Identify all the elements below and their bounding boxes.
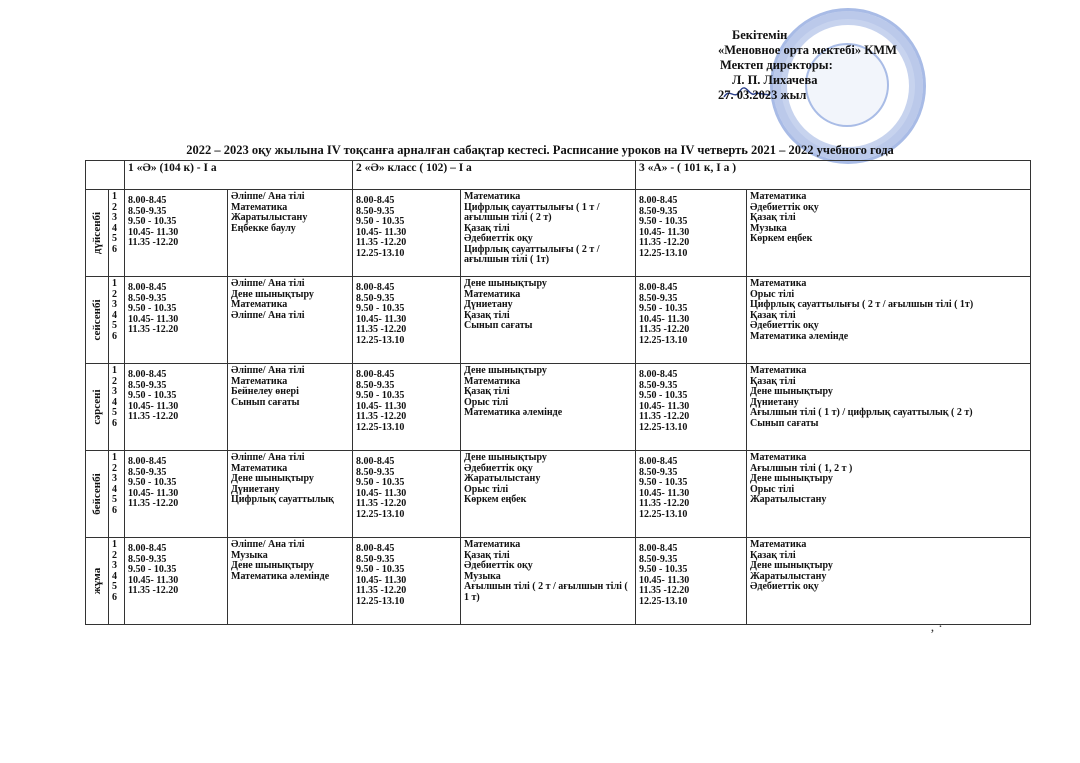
lesson-subject: Бейнелеу өнері [231, 386, 299, 397]
day-row [86, 364, 1031, 451]
lesson-time: 8.00-8.45 [639, 543, 678, 554]
lesson-time: 12.25-13.10 [356, 421, 405, 433]
lesson-subject: Орыс тілі [464, 483, 509, 495]
lesson-subject: Әдебиеттік оқу [750, 320, 819, 331]
lesson-time: 8.50-9.35 [356, 466, 395, 478]
class-header-2: 2 «Ә» класс ( 102) – І а [353, 161, 636, 190]
class1-times [125, 190, 228, 277]
lesson-subject: Орыс тілі [750, 288, 795, 300]
header-row [86, 161, 1031, 190]
lesson-time: 11.35 -12.20 [128, 498, 179, 509]
lesson-time: 8.00-8.45 [639, 282, 678, 293]
lesson-subject: Дене шынықтыру [464, 365, 547, 376]
lesson-numbers [109, 451, 125, 538]
lesson-time: 10.45- 11.30 [639, 574, 690, 586]
class3-times [636, 277, 747, 364]
lesson-time: 11.35 -12.20 [356, 411, 407, 422]
class3-subjects [747, 451, 1031, 538]
lesson-time: 8.50-9.35 [356, 205, 395, 217]
lesson-subject: Дене шынықтыру [464, 278, 547, 289]
day-name-cell [86, 538, 109, 625]
class1-times [125, 451, 228, 538]
lesson-number: 5 [112, 494, 117, 505]
lesson-subject: Математика әлемінде [464, 407, 563, 418]
class2-times [353, 190, 461, 277]
lesson-subject: Қазақ тілі [750, 549, 796, 561]
lesson-time: 10.45- 11.30 [639, 226, 690, 238]
lesson-time: 9.50 - 10.35 [356, 477, 405, 488]
day-row [86, 277, 1031, 364]
lesson-subject: Дене шынықтыру [750, 560, 833, 571]
lesson-time: 8.00-8.45 [356, 195, 395, 206]
lesson-subject: Әдебиеттік оқу [464, 233, 533, 244]
lesson-number: 5 [112, 407, 117, 418]
lesson-time: 12.25-13.10 [639, 421, 688, 433]
class2-subjects [461, 451, 636, 538]
lesson-subject: Орыс тілі [750, 483, 795, 495]
lesson-time: 12.25-13.10 [356, 334, 405, 346]
class3-subjects [747, 364, 1031, 451]
class2-times [353, 277, 461, 364]
lesson-subject: Дүниетану [750, 396, 799, 408]
lesson-subject: Дене шынықтыру [750, 386, 833, 397]
lesson-subject: Дене шынықтыру [750, 473, 833, 484]
lesson-number: 3 [112, 473, 117, 484]
lesson-number: 2 [112, 201, 117, 213]
lesson-subject: Жаратылыстану [464, 473, 541, 484]
document-title: 2022 – 2023 оқу жылына IV тоқсанға арналған сабақтар кестесі. Расписание уроков на IV четверть 2021 – 2022 учебного года [186, 143, 894, 157]
lesson-time: 8.50-9.35 [639, 205, 678, 217]
lesson-subject: Ағылшын тілі ( 2 т / ағылшын тілі ( 1 т) [464, 581, 628, 603]
lesson-time: 9.50 - 10.35 [128, 477, 177, 488]
lesson-time: 10.45- 11.30 [356, 574, 407, 586]
approval-role: Мектеп директоры: [720, 58, 833, 72]
lesson-subject: Цифрлық сауаттылығы ( 2 т / ағылшын тілі ( 1т) [464, 243, 600, 265]
lesson-time: 9.50 - 10.35 [639, 564, 688, 575]
lesson-time: 8.00-8.45 [639, 195, 678, 206]
lesson-number: 2 [112, 375, 117, 387]
class2-times [353, 451, 461, 538]
class3-subjects [747, 190, 1031, 277]
lesson-number: 1 [112, 365, 117, 376]
lesson-subject: Жаратылыстану [231, 212, 308, 223]
lesson-subject: Математика [750, 191, 807, 202]
lesson-time: 11.35 -12.20 [128, 237, 179, 248]
lesson-subject: Әліппе/ Ана тілі [231, 365, 305, 376]
approval-school: «Меновное орта мектебі» КММ [718, 43, 897, 57]
approval-line: Бекітемін [732, 28, 788, 42]
lesson-subject: Дене шынықтыру [231, 560, 314, 571]
lesson-number: 1 [112, 278, 117, 289]
lesson-time: 8.00-8.45 [128, 369, 167, 380]
class2-times [353, 538, 461, 625]
lesson-subject: Математика [464, 191, 521, 202]
class2-subjects [461, 538, 636, 625]
lesson-subject: Көркем еңбек [750, 233, 813, 244]
lesson-subject: Әдебиеттік оқу [750, 201, 819, 213]
class3-subjects [747, 277, 1031, 364]
lesson-time: 8.50-9.35 [356, 379, 395, 391]
lesson-time: 8.00-8.45 [639, 369, 678, 380]
lesson-subject: Жаратылыстану [750, 494, 827, 505]
lesson-subject: Сынып сағаты [464, 320, 533, 331]
lesson-time: 8.50-9.35 [356, 292, 395, 304]
lesson-subject: Математика [231, 462, 288, 474]
lesson-time: 11.35 -12.20 [128, 585, 179, 596]
lesson-subject: Жаратылыстану [750, 570, 827, 582]
lesson-time: 12.25-13.10 [356, 595, 405, 607]
lesson-time: 8.50-9.35 [639, 292, 678, 304]
lesson-time: 8.00-8.45 [356, 543, 395, 554]
lesson-subject: Математика [231, 201, 288, 213]
lesson-subject: Математика [750, 365, 807, 376]
class2-times [353, 364, 461, 451]
lesson-subject: Математика әлемінде [750, 330, 849, 342]
class1-subjects [228, 190, 353, 277]
lesson-number: 6 [112, 591, 117, 603]
lesson-subject: Дүниетану [464, 299, 513, 310]
lesson-time: 10.45- 11.30 [356, 487, 407, 499]
lesson-subject: Математика әлемінде [231, 570, 330, 582]
lesson-time: 10.45- 11.30 [356, 226, 407, 238]
lesson-time: 12.25-13.10 [356, 247, 405, 259]
lesson-subject: Цифрлық сауаттылық [231, 494, 334, 505]
day-name: бейсенбі [90, 473, 103, 515]
lesson-time: 11.35 -12.20 [639, 411, 690, 422]
lesson-number: 2 [112, 288, 117, 300]
lesson-subject: Сынып сағаты [231, 396, 300, 408]
lesson-time: 10.45- 11.30 [639, 400, 690, 412]
approval-director-name: Л. П. Лихачева [732, 73, 818, 87]
lesson-time: 9.50 - 10.35 [639, 303, 688, 314]
lesson-time: 11.35 -12.20 [639, 237, 690, 248]
lesson-time: 10.45- 11.30 [128, 400, 179, 412]
class3-times [636, 538, 747, 625]
lesson-time: 8.50-9.35 [128, 379, 167, 391]
lesson-time: 10.45- 11.30 [128, 226, 179, 238]
lesson-time: 8.00-8.45 [356, 456, 395, 467]
lesson-subject: Әліппе/ Ана тілі [231, 191, 305, 202]
lesson-subject: Дене шынықтыру [231, 473, 314, 484]
lesson-number: 6 [112, 417, 117, 429]
lesson-time: 8.00-8.45 [128, 282, 167, 293]
lesson-subject: Математика [464, 375, 521, 387]
lesson-time: 9.50 - 10.35 [639, 390, 688, 401]
lesson-time: 11.35 -12.20 [356, 498, 407, 509]
lesson-subject: Әдебиеттік оқу [464, 462, 533, 474]
lesson-subject: Қазақ тілі [464, 222, 510, 234]
day-name-cell [86, 364, 109, 451]
lesson-subject: Әліппе/ Ана тілі [231, 539, 305, 550]
lesson-number: 1 [112, 191, 117, 202]
schedule-table [85, 160, 1031, 625]
class2-subjects [461, 277, 636, 364]
lesson-time: 12.25-13.10 [639, 334, 688, 346]
lesson-time: 9.50 - 10.35 [639, 216, 688, 227]
lesson-subject: Әліппе/ Ана тілі [231, 278, 305, 289]
lesson-subject: Музыка [750, 222, 787, 234]
lesson-time: 8.00-8.45 [356, 282, 395, 293]
lesson-number: 3 [112, 299, 117, 310]
class1-subjects [228, 451, 353, 538]
lesson-time: 10.45- 11.30 [639, 487, 690, 499]
day-row [86, 538, 1031, 625]
lesson-time: 12.25-13.10 [356, 508, 405, 520]
lesson-subject: Ағылшын тілі ( 1, 2 т ) [750, 462, 853, 474]
lesson-time: 11.35 -12.20 [356, 324, 407, 335]
day-name-cell [86, 277, 109, 364]
lesson-subject: Сынып сағаты [750, 417, 819, 429]
lesson-time: 12.25-13.10 [639, 508, 688, 520]
lesson-time: 9.50 - 10.35 [128, 303, 177, 314]
lesson-subject: Цифрлық сауаттылығы ( 1 т / ағылшын тілі ( 2 т) [464, 201, 600, 223]
lesson-time: 8.50-9.35 [639, 553, 678, 565]
lesson-subject: Қазақ тілі [750, 212, 796, 223]
lesson-time: 11.35 -12.20 [356, 585, 407, 596]
lesson-subject: Дене шынықтыру [464, 452, 547, 463]
lesson-subject: Дүниетану [231, 483, 280, 495]
class1-times [125, 538, 228, 625]
scan-marks: ‚ · [930, 620, 943, 635]
day-name: сейсенбі [90, 299, 103, 341]
lesson-time: 10.45- 11.30 [356, 400, 407, 412]
day-name: жұма [90, 567, 103, 595]
lesson-time: 12.25-13.10 [639, 595, 688, 607]
lesson-time: 8.00-8.45 [128, 543, 167, 554]
class1-subjects [228, 277, 353, 364]
lesson-time: 8.00-8.45 [356, 369, 395, 380]
lesson-number: 3 [112, 386, 117, 397]
lesson-subject: Қазақ тілі [464, 549, 510, 561]
lesson-subject: Математика [231, 299, 288, 310]
lesson-time: 9.50 - 10.35 [128, 216, 177, 227]
lesson-number: 1 [112, 539, 117, 550]
lesson-subject: Ағылшын тілі ( 1 т) / цифрлық сауаттылық ( 2 т) [750, 407, 973, 418]
lesson-number: 5 [112, 233, 117, 244]
lesson-numbers [109, 364, 125, 451]
lesson-time: 10.45- 11.30 [128, 487, 179, 499]
day-name-cell [86, 190, 109, 277]
lesson-time: 9.50 - 10.35 [356, 216, 405, 227]
class1-times [125, 277, 228, 364]
lesson-number: 6 [112, 504, 117, 516]
lesson-time: 9.50 - 10.35 [356, 564, 405, 575]
lesson-numbers [109, 190, 125, 277]
day-name-cell [86, 451, 109, 538]
lesson-time: 9.50 - 10.35 [639, 477, 688, 488]
class3-subjects [747, 538, 1031, 625]
lesson-subject: Әдебиеттік оқу [750, 581, 819, 592]
lesson-subject: Математика [464, 288, 521, 300]
class-header-1: 1 «Ә» (104 к) - І а [125, 161, 353, 190]
lesson-time: 8.50-9.35 [356, 553, 395, 565]
lesson-subject: Математика [750, 278, 807, 289]
lesson-subject: Математика [231, 375, 288, 387]
lesson-time: 8.00-8.45 [128, 456, 167, 467]
class-header-3: 3 «А» - ( 101 к, І а ) [636, 161, 1031, 190]
lesson-time: 11.35 -12.20 [639, 324, 690, 335]
lesson-subject: Еңбекке баулу [231, 222, 296, 234]
lesson-subject: Көркем еңбек [464, 494, 527, 505]
lesson-number: 4 [112, 570, 117, 582]
lesson-time: 8.00-8.45 [639, 456, 678, 467]
lesson-time: 11.35 -12.20 [356, 237, 407, 248]
lesson-number: 4 [112, 309, 117, 321]
approval-date: 27. 03.2023 жыл [718, 88, 807, 102]
lesson-time: 10.45- 11.30 [639, 313, 690, 325]
lesson-subject: Қазақ тілі [750, 375, 796, 387]
lesson-subject: Цифрлық сауаттылығы ( 2 т / ағылшын тілі ( 1т) [750, 299, 974, 310]
lesson-subject: Әліппе/ Ана тілі [231, 452, 305, 463]
class2-subjects [461, 190, 636, 277]
lesson-time: 9.50 - 10.35 [128, 564, 177, 575]
lesson-time: 8.50-9.35 [128, 205, 167, 217]
lesson-subject: Дене шынықтыру [231, 288, 314, 300]
lesson-time: 8.50-9.35 [128, 466, 167, 478]
lesson-number: 4 [112, 222, 117, 234]
lesson-time: 9.50 - 10.35 [356, 303, 405, 314]
lesson-number: 5 [112, 320, 117, 331]
lesson-subject: Музыка [464, 570, 501, 582]
lesson-time: 8.50-9.35 [128, 292, 167, 304]
lesson-number: 6 [112, 243, 117, 255]
day-row [86, 451, 1031, 538]
class3-times [636, 364, 747, 451]
lesson-time: 8.50-9.35 [128, 553, 167, 565]
class3-times [636, 190, 747, 277]
lesson-subject: Әліппе/ Ана тілі [231, 309, 305, 321]
lesson-number: 3 [112, 560, 117, 571]
lesson-time: 8.00-8.45 [128, 195, 167, 206]
lesson-time: 8.50-9.35 [639, 466, 678, 478]
lesson-time: 12.25-13.10 [639, 247, 688, 259]
lesson-subject: Математика [750, 452, 807, 463]
lesson-number: 4 [112, 483, 117, 495]
lesson-time: 10.45- 11.30 [128, 574, 179, 586]
lesson-number: 3 [112, 212, 117, 223]
lesson-subject: Орыс тілі [464, 396, 509, 408]
lesson-time: 11.35 -12.20 [128, 411, 179, 422]
lesson-subject: Музыка [231, 549, 268, 561]
approval-block [706, 28, 946, 103]
lesson-time: 10.45- 11.30 [128, 313, 179, 325]
class3-times [636, 451, 747, 538]
lesson-time: 9.50 - 10.35 [128, 390, 177, 401]
lesson-time: 11.35 -12.20 [639, 498, 690, 509]
lesson-subject: Әдебиеттік оқу [464, 560, 533, 571]
lesson-subject: Қазақ тілі [750, 309, 796, 321]
lesson-time: 11.35 -12.20 [639, 585, 690, 596]
lesson-time: 11.35 -12.20 [128, 324, 179, 335]
lesson-time: 10.45- 11.30 [356, 313, 407, 325]
lesson-numbers [109, 538, 125, 625]
lesson-number: 1 [112, 452, 117, 463]
header-corner [86, 161, 125, 190]
lesson-number: 6 [112, 330, 117, 342]
lesson-number: 4 [112, 396, 117, 408]
class1-times [125, 364, 228, 451]
class2-subjects [461, 364, 636, 451]
lesson-number: 2 [112, 462, 117, 474]
lesson-subject: Математика [750, 539, 807, 550]
lesson-numbers [109, 277, 125, 364]
day-name: сәрсені [90, 389, 103, 425]
lesson-number: 2 [112, 549, 117, 561]
lesson-subject: Математика [464, 539, 521, 550]
day-row [86, 190, 1031, 277]
class1-subjects [228, 538, 353, 625]
class1-subjects [228, 364, 353, 451]
day-name: дүйсенбі [90, 211, 103, 255]
lesson-time: 8.50-9.35 [639, 379, 678, 391]
lesson-subject: Қазақ тілі [464, 309, 510, 321]
lesson-number: 5 [112, 581, 117, 592]
lesson-time: 9.50 - 10.35 [356, 390, 405, 401]
lesson-subject: Қазақ тілі [464, 386, 510, 397]
